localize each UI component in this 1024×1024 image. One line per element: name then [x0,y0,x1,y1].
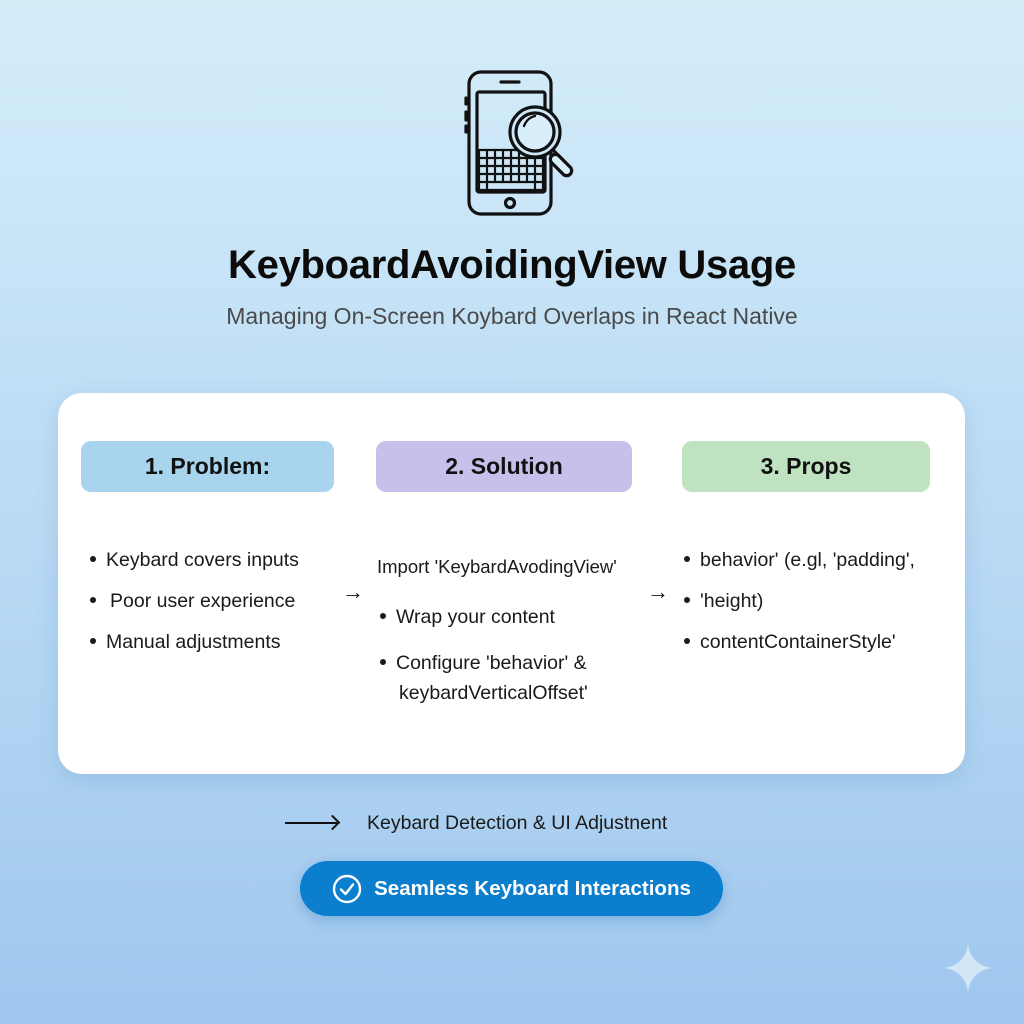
list-item: Import 'KeybardAvodingView' [377,556,617,577]
column-header-solution [376,441,632,492]
column-header-label: 2. Solution [445,453,563,479]
list-item: 'height) [684,590,763,613]
result-badge-label: Seamless Keyboard Interactions [374,876,691,900]
phone-keyboard-magnifier-icon [455,68,585,218]
list-item: Keybard covers inputs [90,549,299,572]
steps-card [58,393,965,774]
bullet-icon [684,597,690,603]
bullet-icon [380,613,386,619]
bullet-icon [90,597,96,603]
arrow-right-icon: → [647,579,669,604]
column-header-label: 3. Props [760,453,852,479]
list-item: Configure 'behavior' & [380,652,587,675]
check-circle-icon [332,874,362,904]
page-title: KeyboardAvoidingView Usage [228,243,796,287]
bullet-icon [90,638,96,644]
result-badge [300,861,723,916]
bullet-icon [684,556,690,562]
column-header-problem [81,441,334,492]
bullet-icon [90,556,96,562]
long-arrow-right-icon [285,822,337,824]
flow-caption [285,810,667,836]
list-item: contentContainerStyle' [684,631,896,654]
bullet-icon [380,659,386,665]
page-subtitle: Managing On-Screen Koybard Overlaps in React Native [226,303,798,329]
flow-caption-text: Keybard Detection & UI Adjustnent [367,811,668,834]
column-header-props [682,441,930,492]
sparkle-icon [940,940,996,996]
list-item: Manual adjustments [90,631,281,654]
arrow-right-icon: → [342,579,364,604]
bullet-icon [684,638,690,644]
list-item: Poor user experience [90,590,295,613]
list-item: Wrap your content [380,606,555,629]
column-header-label: 1. Problem: [144,453,271,479]
list-item: behavior' (e.gl, 'padding', [684,549,915,572]
list-item-continuation: keybardVerticalOffset' [399,682,588,704]
